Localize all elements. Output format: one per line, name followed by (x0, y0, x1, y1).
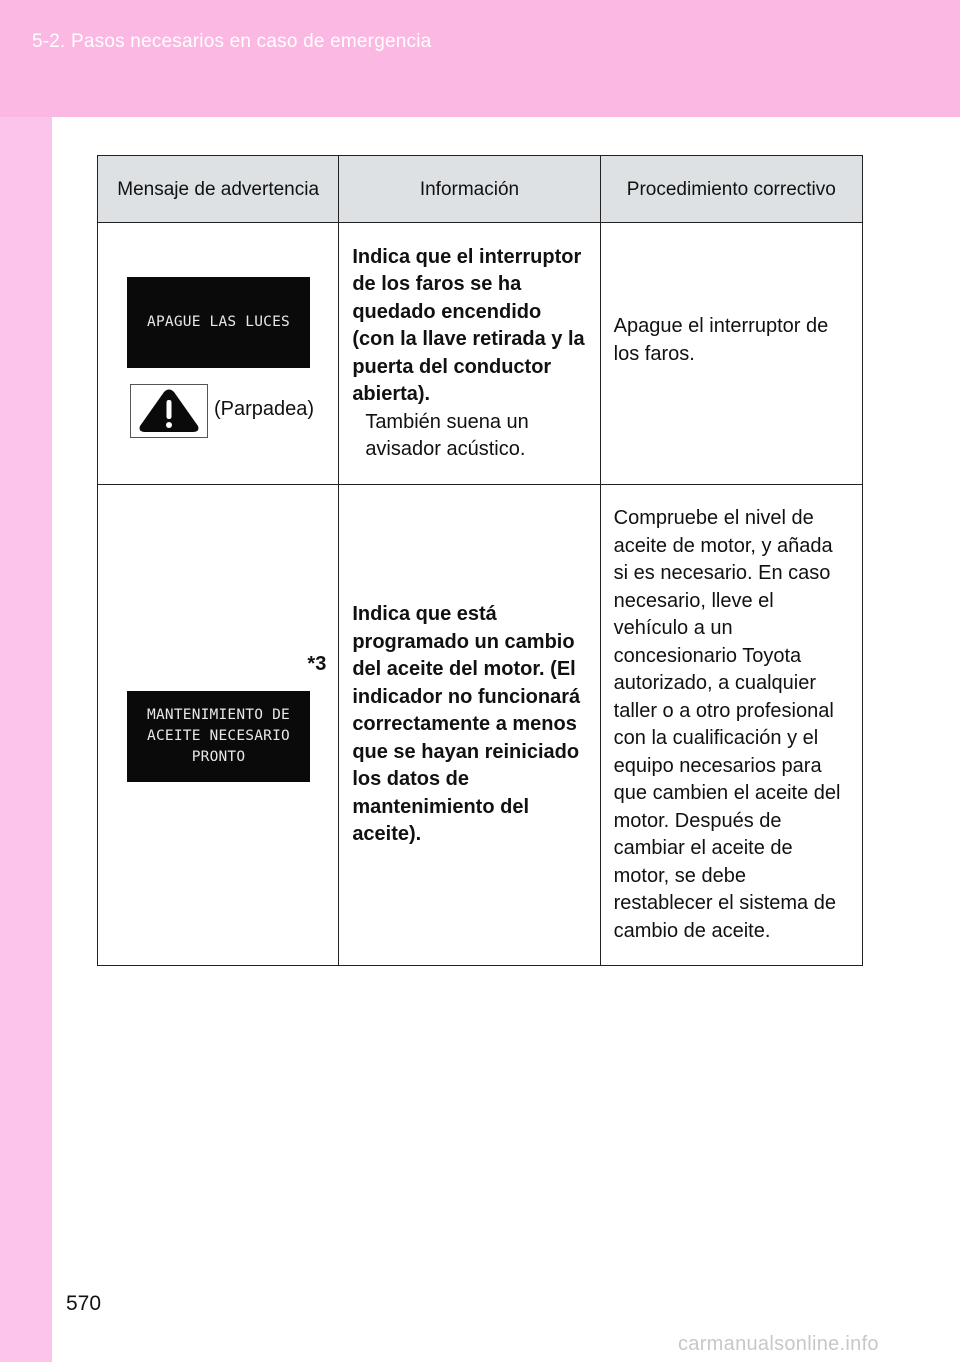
warning-message-table (97, 155, 863, 966)
table-row (98, 485, 863, 966)
header-band (0, 0, 960, 117)
table-row (98, 223, 863, 485)
column-header-information: Información (339, 156, 600, 223)
side-tab (0, 117, 52, 1362)
page-number: 570 (66, 1292, 102, 1315)
screen-text-line: ACEITE NECESARIO (147, 728, 290, 744)
screen-text-line: MANTENIMIENTO DE (147, 707, 290, 723)
section-title: 5-2. Pasos necesarios en caso de emergencia (32, 31, 432, 52)
procedure-cell (600, 485, 862, 966)
display-screen-lights (127, 277, 310, 368)
display-screen-oil (127, 691, 310, 782)
column-header-message: Mensaje de advertencia (98, 156, 339, 223)
column-header-procedure: Procedimiento correctivo (600, 156, 862, 223)
blink-label: (Parpadea) (214, 398, 315, 420)
screen-text-line: PRONTO (191, 749, 246, 765)
watermark: carmanualsonline.info (678, 1333, 879, 1355)
procedure-text: Apague el interruptor de los faros. (613, 315, 829, 365)
information-cell (339, 223, 600, 485)
message-cell (98, 223, 339, 485)
procedure-cell (600, 223, 862, 485)
footnote-marker: *3 (307, 653, 327, 675)
information-note-text: También suena un avisador acústico. (365, 410, 529, 460)
warning-exclamation-icon (130, 384, 208, 438)
screen-text-line: APAGUE LAS LUCES (147, 314, 290, 330)
procedure-text: Compruebe el nivel de aceite de motor, y añada si es necesario. En caso necesario, lleve el vehículo a un concesionario Toyota autorizado, a cualquier taller o a otro profesional con la cualificación y el equipo necesarios para que cambien el aceite del motor. Después de cambiar el aceite de motor, se debe restablecer el sistema de cambio de aceite. (613, 507, 841, 942)
information-bold-text: Indica que está programado un cambio del aceite del motor. (El indicador no funcionará correctamente a menos que se hayan reiniciado los datos de mantenimiento del aceite). (352, 603, 581, 846)
information-bold-text: Indica que el interruptor de los faros se ha quedado encendido (con la llave retirada y la puerta del conductor abierta). (352, 245, 585, 405)
table-header-row (98, 156, 863, 223)
information-cell (339, 485, 600, 966)
message-cell (98, 485, 339, 966)
